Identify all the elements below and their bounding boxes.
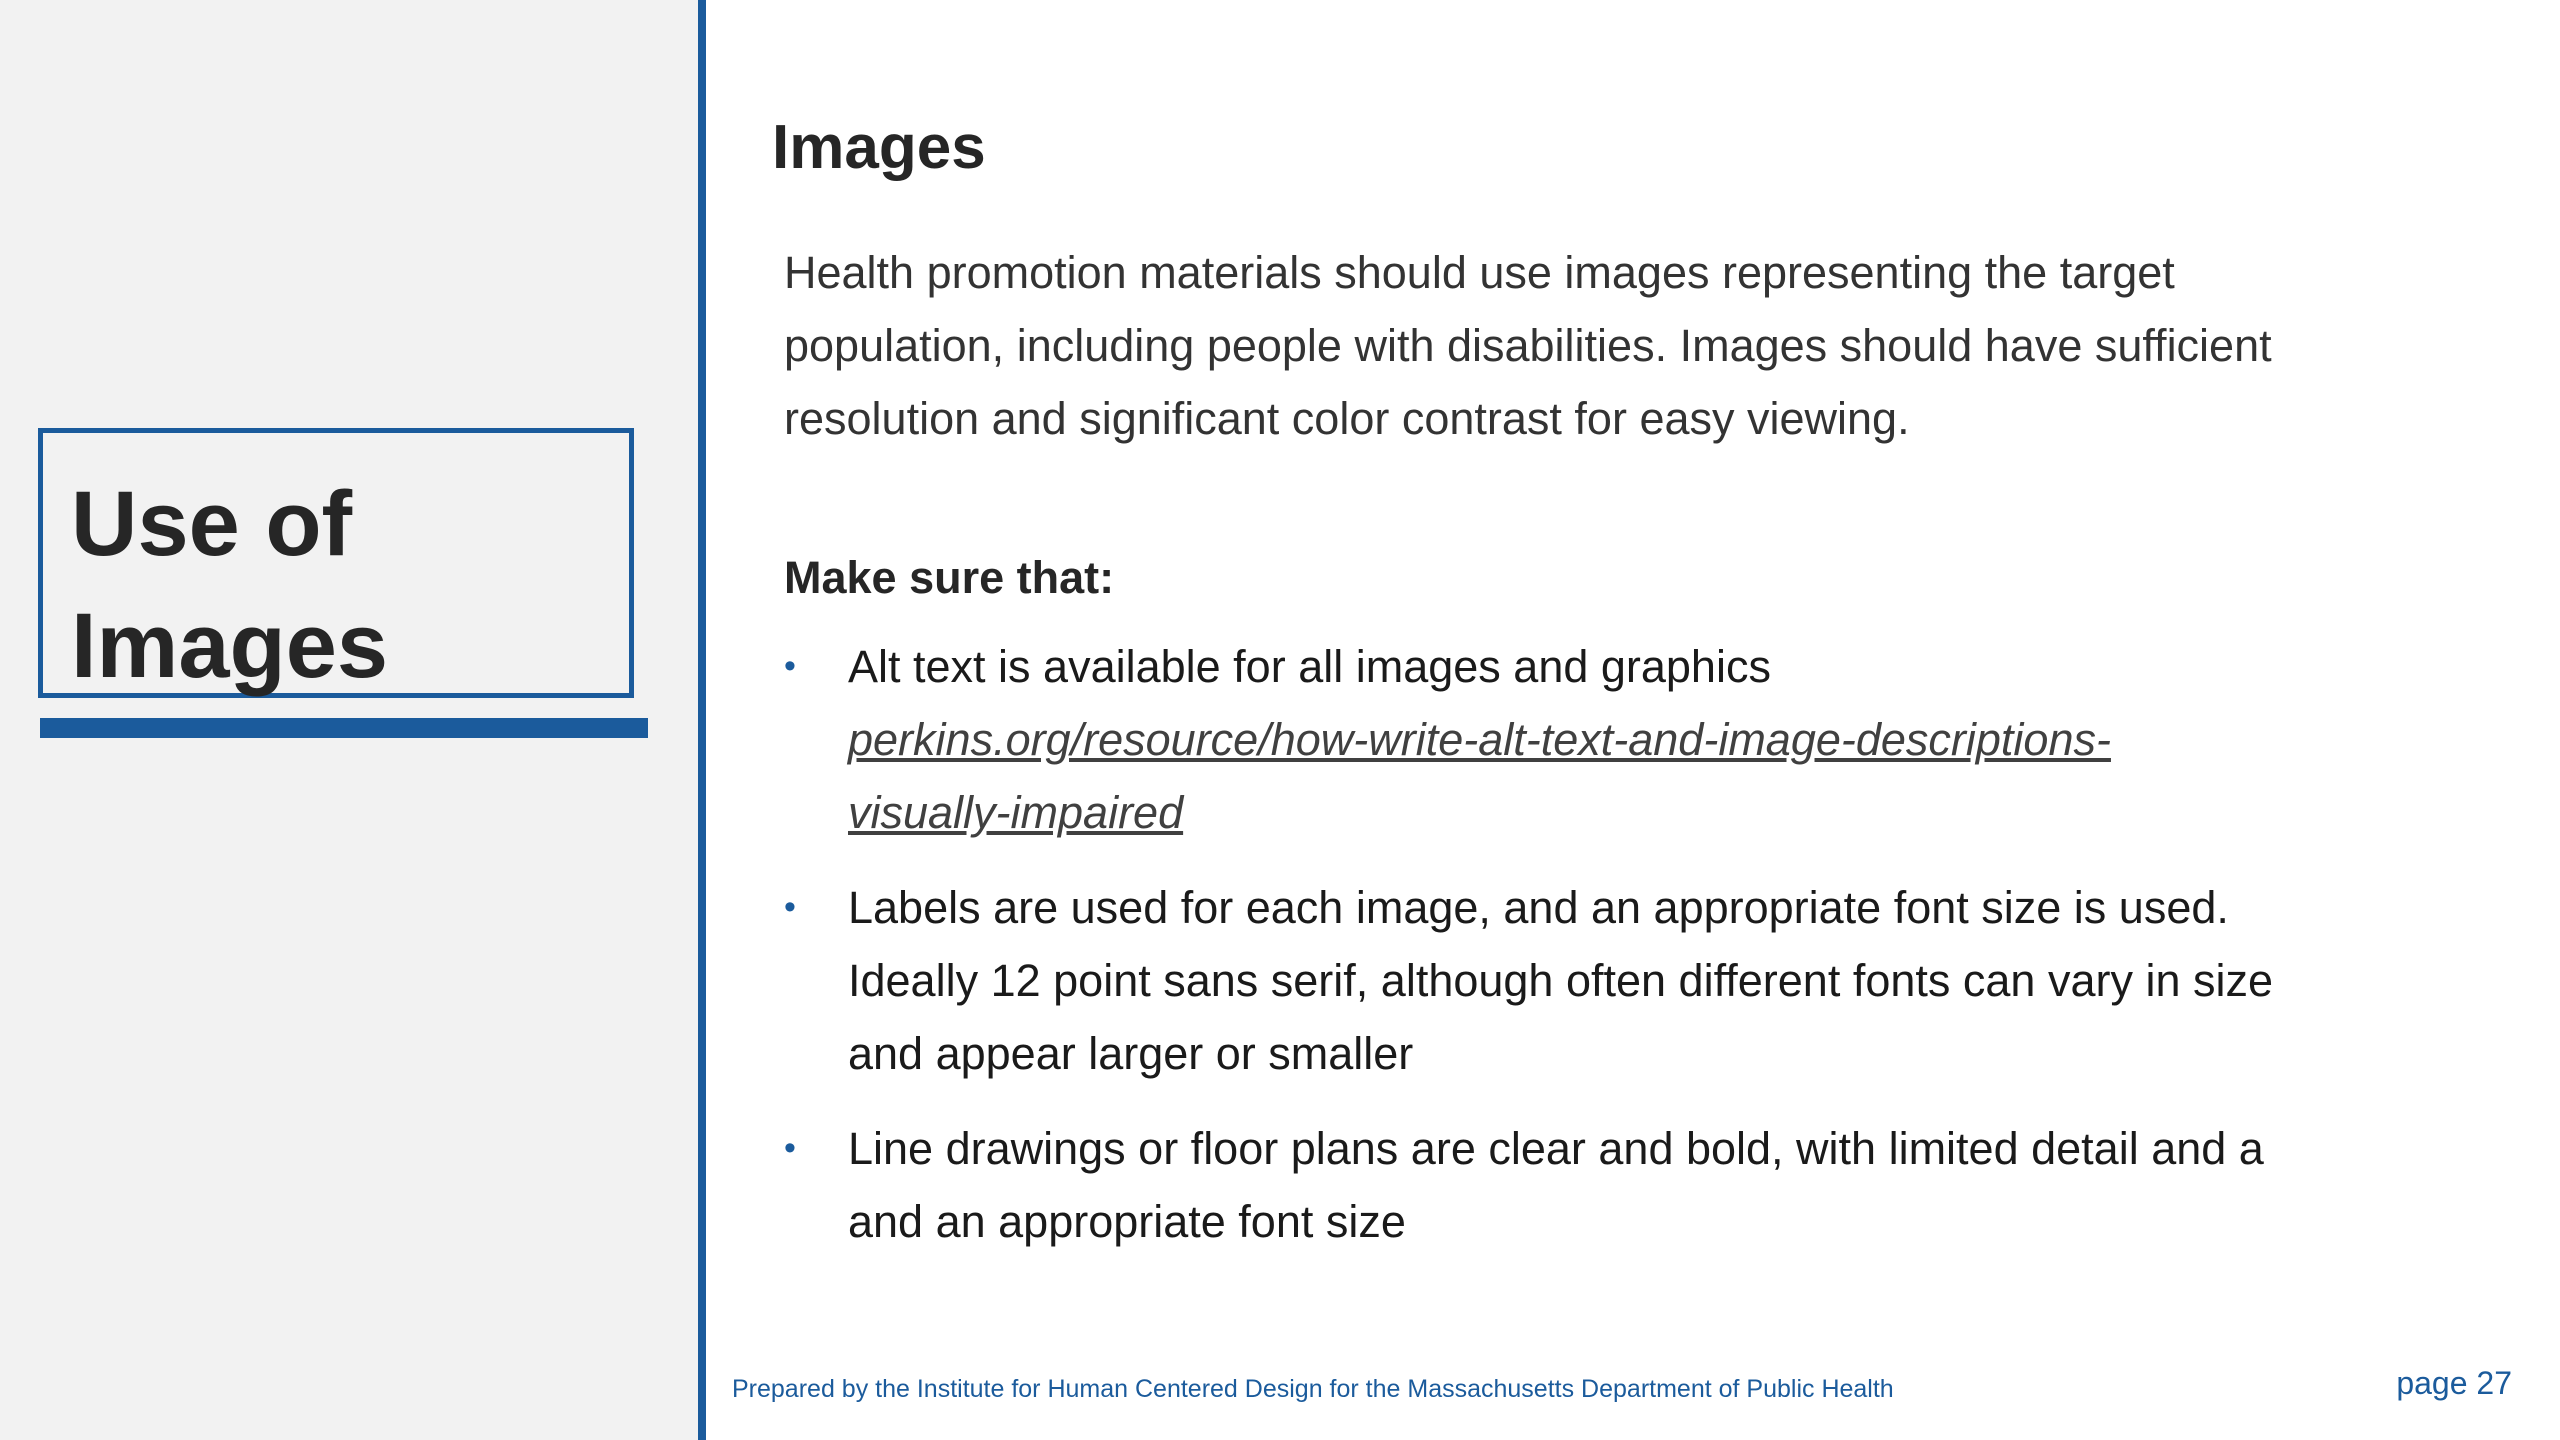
section-title: Use of Images bbox=[71, 473, 389, 697]
bullet-icon: • bbox=[784, 888, 796, 926]
vertical-divider bbox=[698, 0, 706, 1440]
checklist-item-text: Labels are used for each image, and an appropriate font size is used. Ideally 12 point sans serif, although often different fonts can vary in size and appear larger or smaller bbox=[848, 882, 2274, 1079]
checklist-item-line-drawings bbox=[784, 1112, 2344, 1258]
checklist-item-text: Line drawings or floor plans are clear and bold, with limited detail and a and an appropriate font size bbox=[848, 1123, 2264, 1247]
page-heading: Images bbox=[772, 113, 986, 182]
perkins-resource-link[interactable]: perkins.org/resource/how-write-alt-text-and-image-descriptions-visually-impaired bbox=[848, 714, 2111, 838]
page-number: page 27 bbox=[2396, 1365, 2512, 1401]
checklist-item-alt-text bbox=[784, 630, 2344, 849]
checklist bbox=[784, 630, 2344, 1280]
bullet-icon: • bbox=[784, 647, 796, 685]
section-title-underline bbox=[40, 718, 648, 738]
section-title-box bbox=[38, 428, 634, 698]
checklist-item-text: Alt text is available for all images and graphics bbox=[848, 641, 1771, 692]
intro-paragraph: Health promotion materials should use images representing the target population, including people with disabilities. Images should have sufficient resolution and significant color contrast for easy viewing. bbox=[784, 247, 2272, 444]
bullet-icon: • bbox=[784, 1129, 796, 1167]
make-sure-label: Make sure that: bbox=[784, 552, 1115, 603]
checklist-item-labels bbox=[784, 871, 2344, 1090]
footer-attribution: Prepared by the Institute for Human Centered Design for the Massachusetts Department of Public Health bbox=[732, 1375, 1894, 1403]
